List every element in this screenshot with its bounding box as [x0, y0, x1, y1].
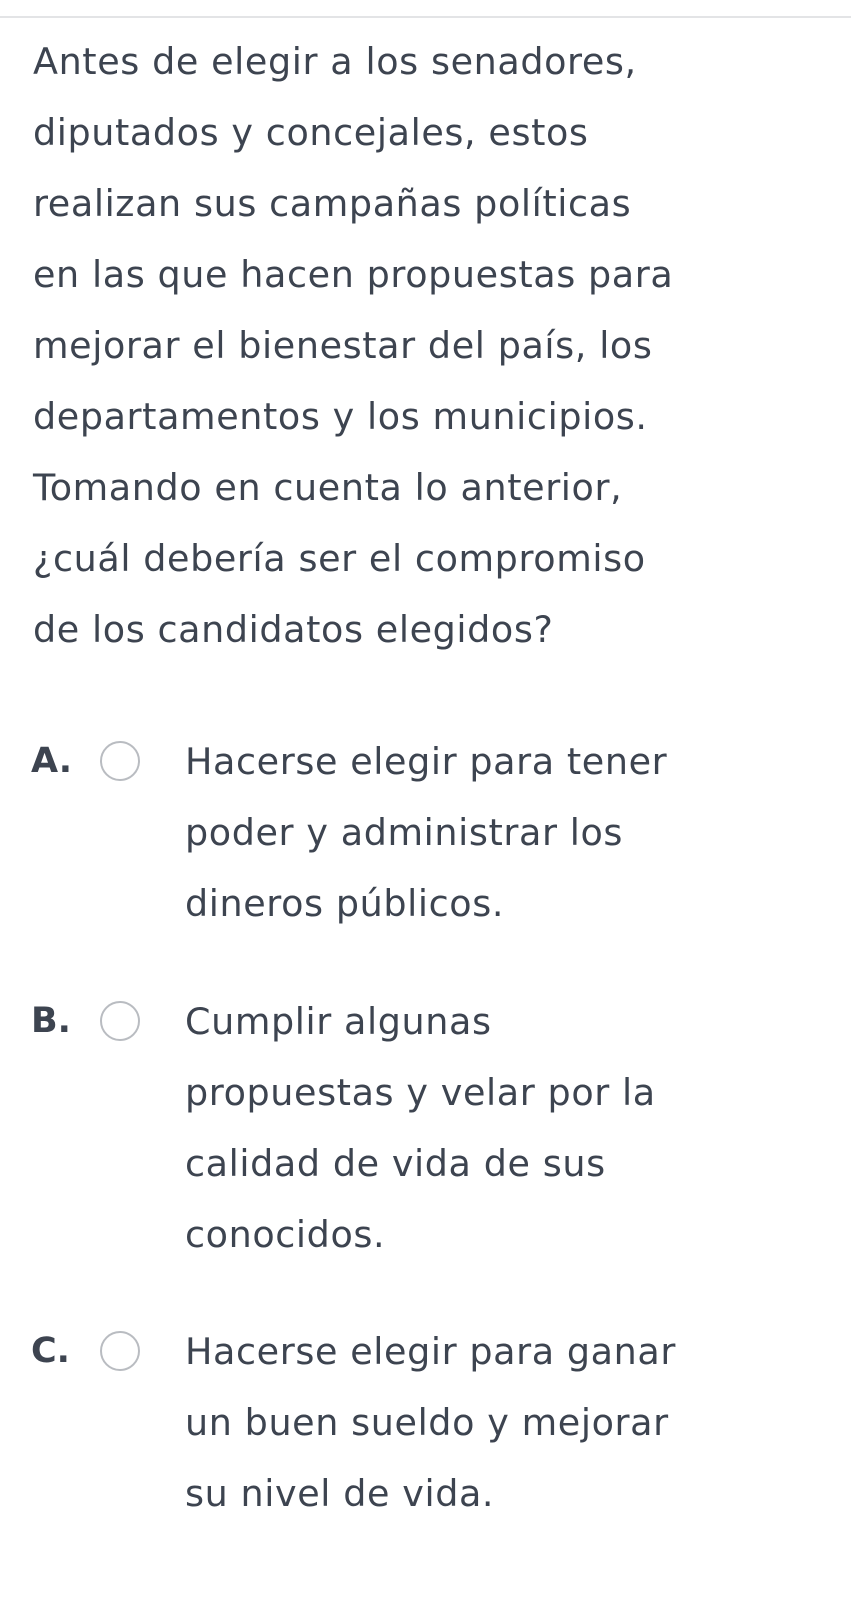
option-c[interactable]: [0, 1316, 851, 1529]
option-c-radio-button[interactable]: [100, 1331, 140, 1371]
option-b-text[interactable]: Cumplir algunas propuestas y velar por la calidad de vida de sus conocidos.: [185, 1000, 656, 1256]
top-divider: [0, 16, 851, 18]
question-text: Antes de elegir a los senadores, diputados y concejales, estos realizan sus campañas políticas en las que hacen propuestas para mejorar el bienestar del país, los departamentos y los municipios. Tomando en cuenta lo anterior, ¿cuál debería ser el compromiso de los candidatos elegidos?: [33, 40, 674, 651]
option-b[interactable]: [0, 986, 851, 1270]
option-c-letter: C.: [31, 1331, 70, 1371]
option-a[interactable]: [0, 726, 851, 939]
option-a-text[interactable]: Hacerse elegir para tener poder y administrar los dineros públicos.: [185, 740, 668, 925]
option-b-letter: B.: [31, 1001, 71, 1041]
option-b-radio-button[interactable]: [100, 1001, 140, 1041]
option-a-letter: A.: [31, 741, 73, 781]
option-c-text[interactable]: Hacerse elegir para ganar un buen sueldo y mejorar su nivel de vida.: [185, 1330, 676, 1515]
option-a-radio-button[interactable]: [100, 741, 140, 781]
